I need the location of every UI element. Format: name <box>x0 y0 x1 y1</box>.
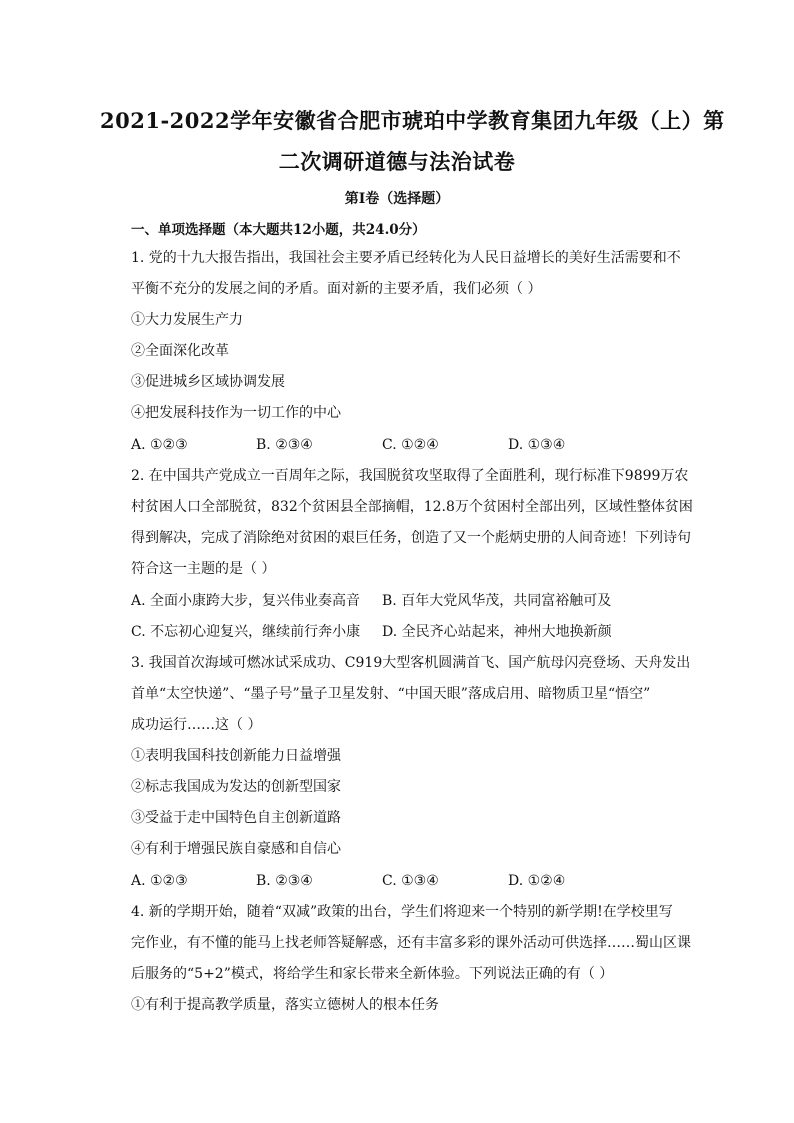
question-3-option-c: C. ①③④ <box>382 873 439 889</box>
question-4-item-1: ①有利于提高教学质量，落实立德树人的根本任务 <box>131 997 439 1013</box>
question-1-option-b: B. ②③④ <box>256 437 313 453</box>
question-4-stem-line-3: 后服务的“5+2”模式，将给学生和家长带来全新体验。下列说法正确的有（ ） <box>131 966 614 982</box>
question-3-option-b: B. ②③④ <box>256 873 313 889</box>
question-2-option-b: B. 百年大党风华茂，共同富裕触可及 <box>382 593 612 609</box>
question-1-stem-line-2: 平衡不充分的发展之间的矛盾。面对新的主要矛盾，我们必须（ ） <box>131 281 542 297</box>
section-heading: 一、单项选择题（本大题共12小题，共24.0分） <box>131 222 426 238</box>
exam-title-line1: 2021-2022学年安徽省合肥市琥珀中学教育集团九年级（上）第 <box>100 108 725 133</box>
question-3-option-d: D. ①②④ <box>508 873 566 889</box>
question-3-stem-line-1: 3. 我国首次海域可燃冰试采成功、C919大型客机圆满首飞、国产航母闪亮登场、天舟发出 <box>131 655 691 671</box>
question-2-stem-line-2: 村贫困人口全部脱贫，832个贫困县全部摘帽，12.8万个贫困村全部出列，区域性整体贫困 <box>131 499 693 515</box>
question-2-stem-line-1: 2. 在中国共产党成立一百周年之际，我国脱贫攻坚取得了全面胜利，现行标准下9899万农 <box>131 468 689 484</box>
question-3-stem-line-2: 首单“太空快递”、“墨子号”量子卫星发射、“中国天眼”落成启用、暗物质卫星“悟空” <box>131 686 651 702</box>
question-2-option-c: C. 不忘初心迎复兴，继续前行奔小康 <box>131 624 361 640</box>
question-4-stem-line-2: 完作业，有不懂的能马上找老师答疑解惑，还有丰富多彩的课外活动可供选择……蜀山区课 <box>131 935 691 951</box>
question-1-item-3: ③促进城乡区域协调发展 <box>131 374 285 390</box>
question-1-stem-line-1: 1. 党的十九大报告指出，我国社会主要矛盾已经转化为人民日益增长的美好生活需要和不 <box>131 250 681 266</box>
question-1-item-1: ①大力发展生产力 <box>131 312 243 328</box>
question-3-item-4: ④有利于增强民族自豪感和自信心 <box>131 841 341 857</box>
question-2-stem-line-3: 得到解决，完成了消除绝对贫困的艰巨任务，创造了又一个彪炳史册的人间奇迹！下列诗句 <box>131 530 691 546</box>
question-1-option-d: D. ①③④ <box>508 437 566 453</box>
volume-title: 第I卷（选择题） <box>344 191 450 207</box>
question-1-item-4: ④把发展科技作为一切工作的中心 <box>131 405 341 421</box>
question-3-stem-line-3: 成功运行……这（ ） <box>131 717 262 733</box>
question-4-stem-line-1: 4. 新的学期开始，随着“双减”政策的出台，学生们将迎来一个特别的新学期!在学校里写 <box>131 904 673 920</box>
question-3-item-3: ③受益于走中国特色自主创新道路 <box>131 810 341 826</box>
question-1-option-a: A. ①②③ <box>131 437 188 453</box>
question-2-option-a: A. 全面小康跨大步，复兴伟业奏高音 <box>131 593 361 609</box>
question-2-stem-line-4: 符合这一主题的是（ ） <box>131 561 276 577</box>
question-3-item-1: ①表明我国科技创新能力日益增强 <box>131 748 341 764</box>
question-1-item-2: ②全面深化改革 <box>131 343 229 359</box>
question-2-option-d: D. 全民齐心站起来，神州大地换新颜 <box>382 624 612 640</box>
question-3-option-a: A. ①②③ <box>131 873 188 889</box>
exam-title-line2: 二次调研道德与法治试卷 <box>278 149 516 174</box>
question-3-item-2: ②标志我国成为发达的创新型国家 <box>131 779 341 795</box>
question-1-option-c: C. ①②④ <box>382 437 439 453</box>
